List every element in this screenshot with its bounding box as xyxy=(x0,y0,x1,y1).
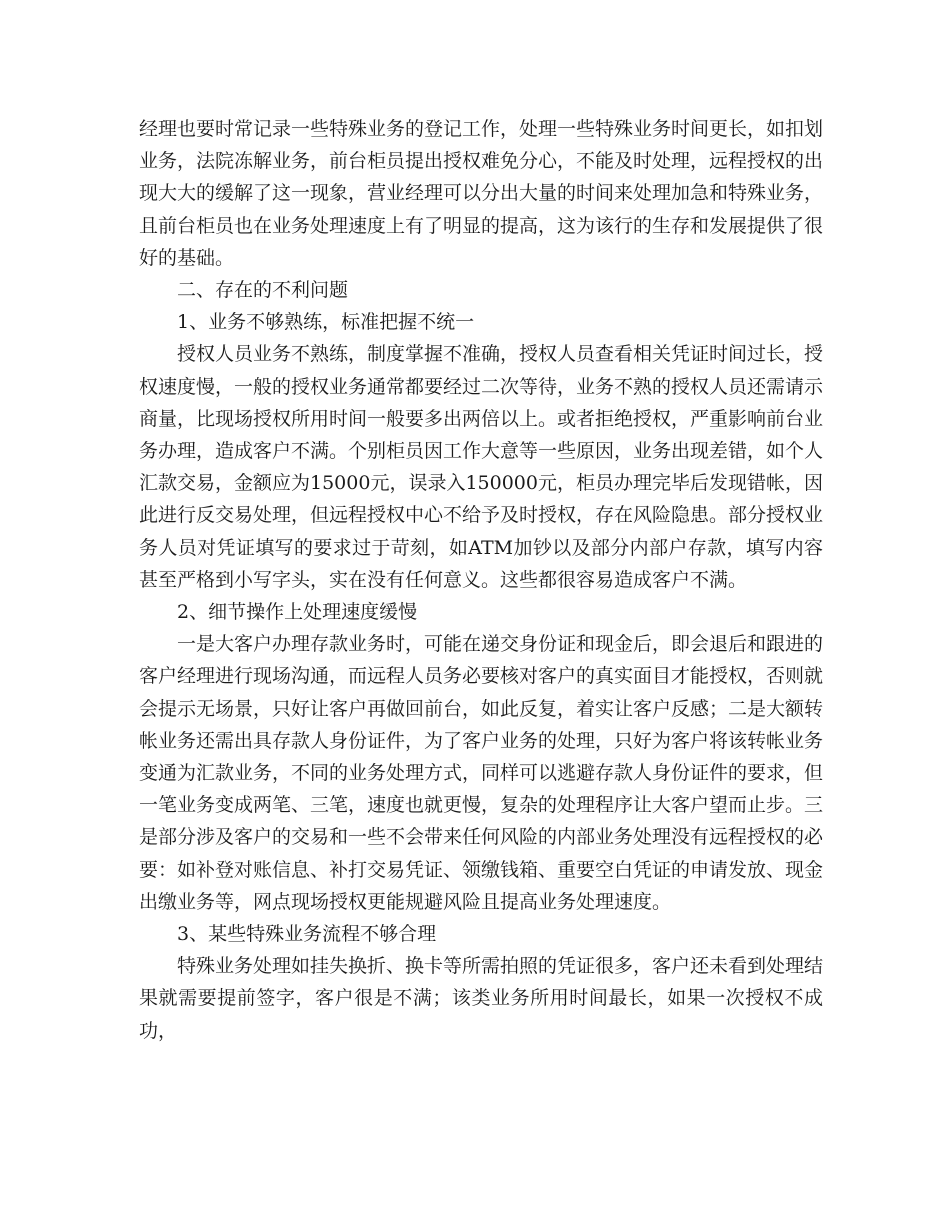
subheading-1: 1、业务不够熟练，标准把握不统一 xyxy=(177,311,475,334)
paragraph-intro-continuation: 经理也要时常记录一些特殊业务的登记工作，处理一些特殊业务时间更长，如扣划业务，法院冻解业务，前台柜员提出授权难免分心，不能及时处理，远程授权的出现大大的缓解了这一现象，营业经理可以分出大量的时间来处理加急和特殊业务，且前台柜员也在业务处理速度上有了明显的提高，这为该行的生存和发展提供了很好的基础。 xyxy=(139,118,824,269)
subheading-2: 2、细节操作上处理速度缓慢 xyxy=(177,601,418,624)
paragraph-1: 授权人员业务不熟练，制度掌握不准确，授权人员查看相关凭证时间过长，授权速度慢，一般的授权业务通常都要经过二次等待，业务不熟的授权人员还需请示商量，比现场授权所用时间一般要多出两倍以上。或者拒绝授权，严重影响前台业务办理，造成客户不满。个别柜员因工作大意等一些原因，业务出现差错，如个人汇款交易，金额应为15000元，误录入150000元，柜员办理完毕后发现错帐，因此进行反交易处理，但远程授权中心不给予及时授权，存在风险隐患。部分授权业务人员对凭证填写的要求过于苛刻，如ATM加钞以及部分内部户存款，填写内容甚至严格到小写字头，实在没有任何意义。这些都很容易造成客户不满。 xyxy=(139,343,824,591)
section-heading-problems: 二、存在的不利问题 xyxy=(177,279,349,302)
paragraph-3: 特殊业务处理如挂失换折、换卡等所需拍照的凭证很多，客户还未看到处理结果就需要提前签字，客户很是不满；该类业务所用时间最长，如果一次授权不成功， xyxy=(139,955,824,1042)
subheading-3: 3、某些特殊业务流程不够合理 xyxy=(177,923,437,946)
document-body xyxy=(139,113,823,1047)
paragraph-2: 一是大客户办理存款业务时，可能在递交身份证和现金后，即会退后和跟进的客户经理进行现场沟通，而远程人员务必要核对客户的真实面目才能授权，否则就会提示无场景，只好让客户再做回前台，如此反复，着实让客户反感；二是大额转帐业务还需出具存款人身份证件，为了客户业务的处理，只好为客户将该转帐业务变通为汇款业务，不同的业务处理方式，同样可以逃避存款人身份证件的要求，但一笔业务变成两笔、三笔，速度也就更慢，复杂的处理程序让大客户望而止步。三是部分涉及客户的交易和一些不会带来任何风险的内部业务处理没有远程授权的必要：如补登对账信息、补打交易凭证、领缴钱箱、重要空白凭证的申请发放、现金出缴业务等，网点现场授权更能规避风险且提高业务处理速度。 xyxy=(139,633,824,913)
